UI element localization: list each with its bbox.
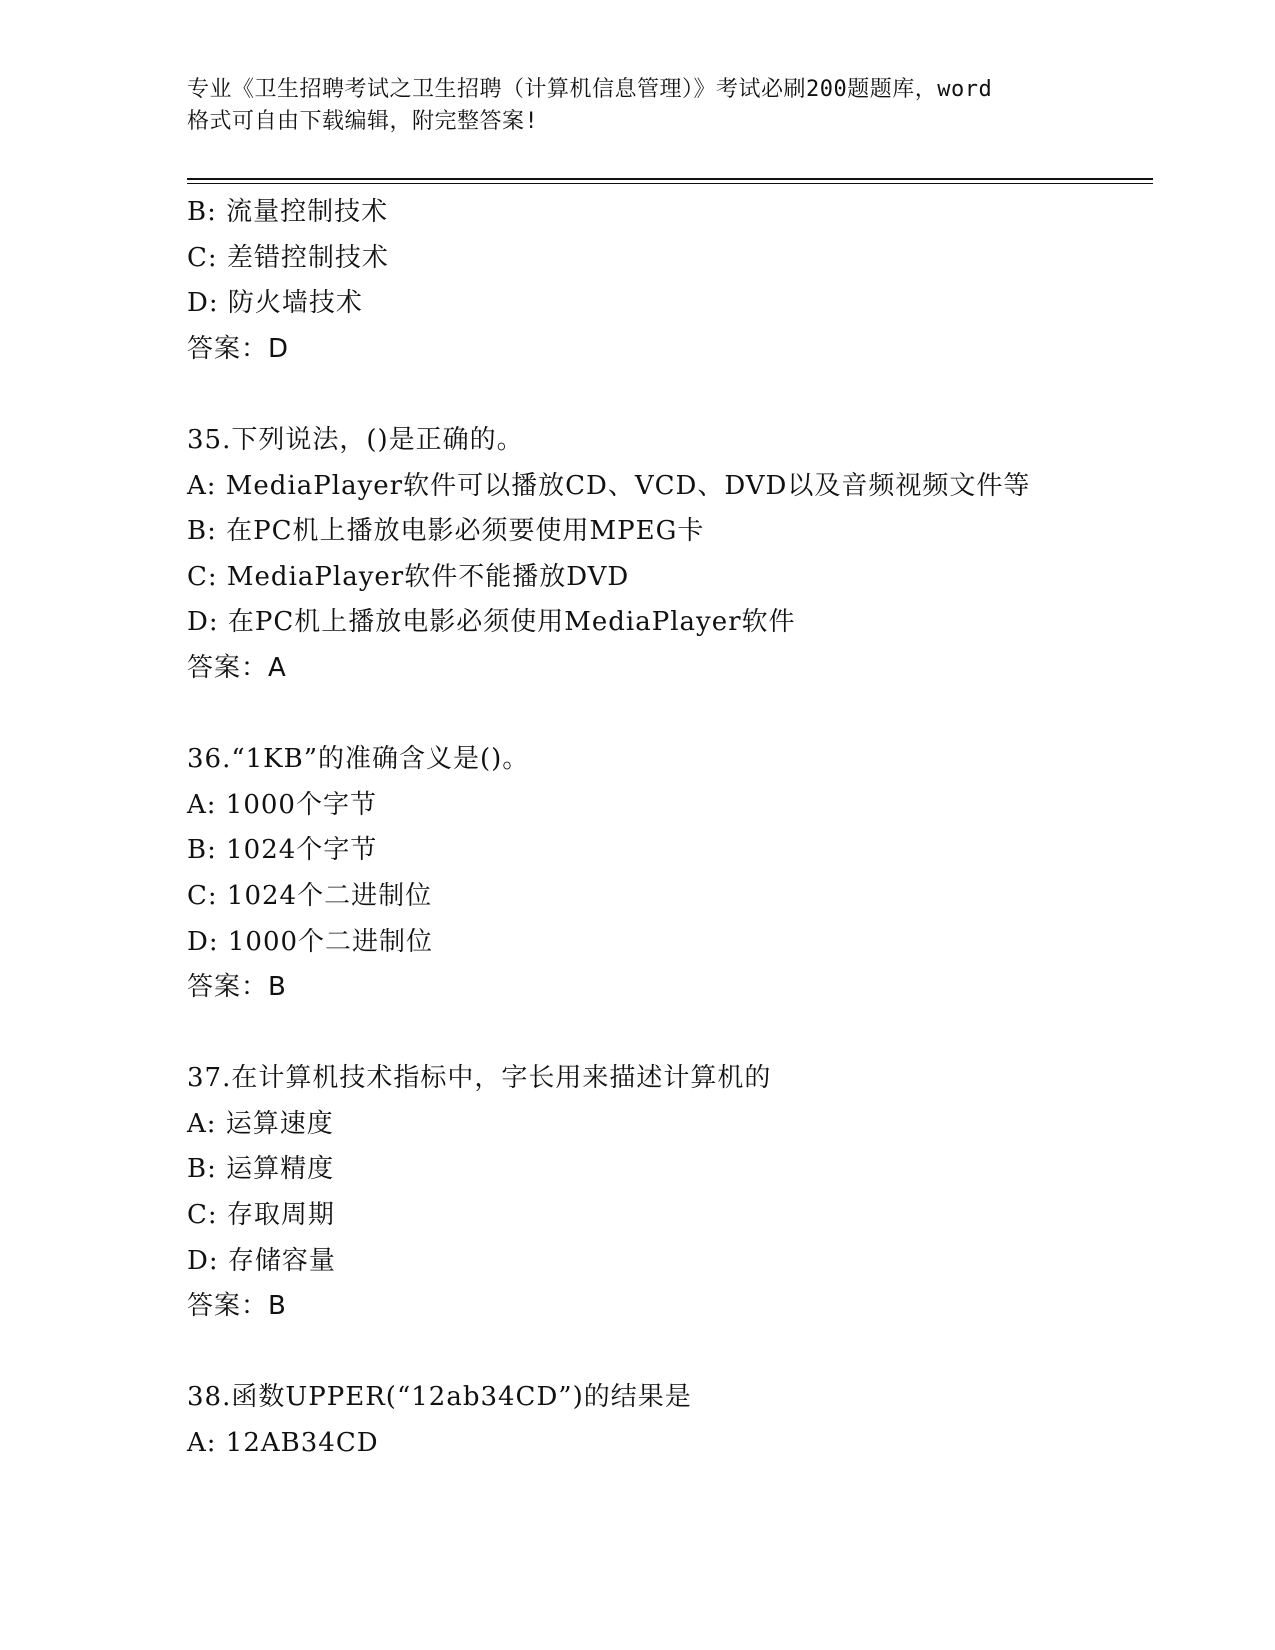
option-a: A: 12AB34CD (187, 1428, 379, 1459)
option-b: B: 1024个字节 (187, 835, 378, 866)
spacer (187, 1330, 1187, 1376)
answer-label: 答案：A (187, 652, 287, 683)
header-line-2: 格式可自由下载编辑，附完整答案! (187, 109, 539, 134)
option-c: C: 差错控制技术 (187, 242, 389, 273)
option-c: C: 存取周期 (187, 1200, 335, 1231)
option-b: B: 在PC机上播放电影必须要使用MPEG卡 (187, 516, 705, 547)
option-d: D: 在PC机上播放电影必须使用MediaPlayer软件 (187, 607, 796, 638)
option-b: B: 运算精度 (187, 1154, 335, 1185)
question-list (187, 190, 1187, 1467)
answer-label: 答案：B (187, 972, 287, 1003)
option-a: A: MediaPlayer软件可以播放CD、VCD、DVD以及音频视频文件等 (187, 470, 1031, 501)
question-stem: 36.“1KB”的准确含义是()。 (187, 744, 530, 775)
option-d: D: 1000个二进制位 (187, 926, 434, 957)
spacer (187, 1011, 1187, 1057)
question-stem: 38.函数UPPER(“12ab34CD”)的结果是 (187, 1382, 692, 1413)
spacer (187, 692, 1187, 738)
question-block-36 (187, 737, 1187, 1011)
header-line-1: 专业《卫生招聘考试之卫生招聘（计算机信息管理）》考试必刷200题题库，word (187, 77, 993, 102)
option-b: B: 流量控制技术 (187, 197, 389, 227)
option-c: C: MediaPlayer软件不能播放DVD (187, 561, 630, 592)
document-header (187, 74, 1087, 138)
spacer (187, 372, 1187, 418)
question-block-37 (187, 1056, 1187, 1330)
question-stem: 37.在计算机技术指标中，字长用来描述计算机的 (187, 1063, 772, 1094)
option-d: D: 防火墙技术 (187, 288, 363, 319)
header-divider-thin (187, 183, 1153, 184)
option-c: C: 1024个二进制位 (187, 880, 433, 911)
option-d: D: 存储容量 (187, 1245, 336, 1276)
question-block-34-tail (187, 190, 1187, 372)
question-stem: 35.下列说法，()是正确的。 (187, 424, 524, 455)
option-a: A: 运算速度 (187, 1108, 334, 1139)
answer-label: 答案：B (187, 1291, 287, 1322)
answer-label: 答案：D (187, 333, 290, 364)
question-block-38 (187, 1375, 1187, 1466)
question-block-35 (187, 418, 1187, 692)
option-a: A: 1000个字节 (187, 789, 377, 820)
header-divider-thick (187, 178, 1153, 180)
